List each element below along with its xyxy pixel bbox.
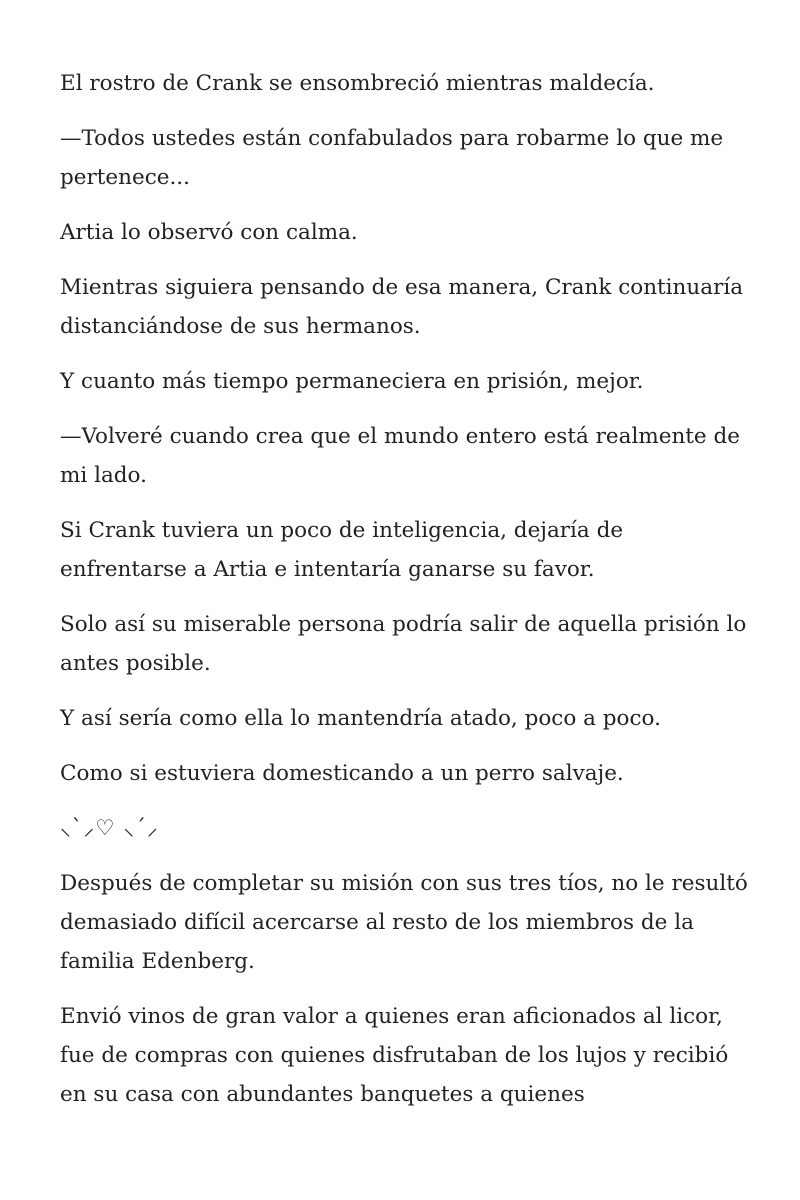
document-page [60, 64, 750, 1130]
paragraph-9: Y así sería como ella lo mantendría atado, poco a poco. [60, 706, 661, 731]
paragraph-5: Y cuanto más tiempo permaneciera en prisión, mejor. [60, 369, 644, 394]
paragraph-3: Artia lo observó con calma. [60, 220, 358, 245]
paragraph-1: El rostro de Crank se ensombreció mientras maldecía. [60, 71, 655, 96]
paragraph-6: —Volveré cuando crea que el mundo entero está realmente de mi lado. [60, 424, 740, 488]
paragraph-10: Como si estuviera domesticando a un perro salvaje. [60, 761, 624, 786]
scene-divider: ⸜`⸝♡ ⸜´⸝ [60, 816, 159, 841]
paragraph-2: —Todos ustedes están confabulados para robarme lo que me pertenece... [60, 126, 724, 190]
paragraph-12: Envió vinos de gran valor a quienes eran aficionados al licor, fue de compras con quienes disfrutaban de los lujos y recibió en su casa con abundantes banquetes a quienes [60, 1004, 729, 1107]
paragraph-4: Mientras siguiera pensando de esa manera, Crank continuaría distanciándose de sus hermanos. [60, 275, 744, 339]
paragraph-11: Después de completar su misión con sus tres tíos, no le resultó demasiado difícil acercarse al resto de los miembros de la familia Edenberg. [60, 871, 748, 974]
paragraph-8: Solo así su miserable persona podría salir de aquella prisión lo antes posible. [60, 612, 747, 676]
paragraph-7: Si Crank tuviera un poco de inteligencia, dejaría de enfrentarse a Artia e intentaría ganarse su favor. [60, 518, 624, 582]
